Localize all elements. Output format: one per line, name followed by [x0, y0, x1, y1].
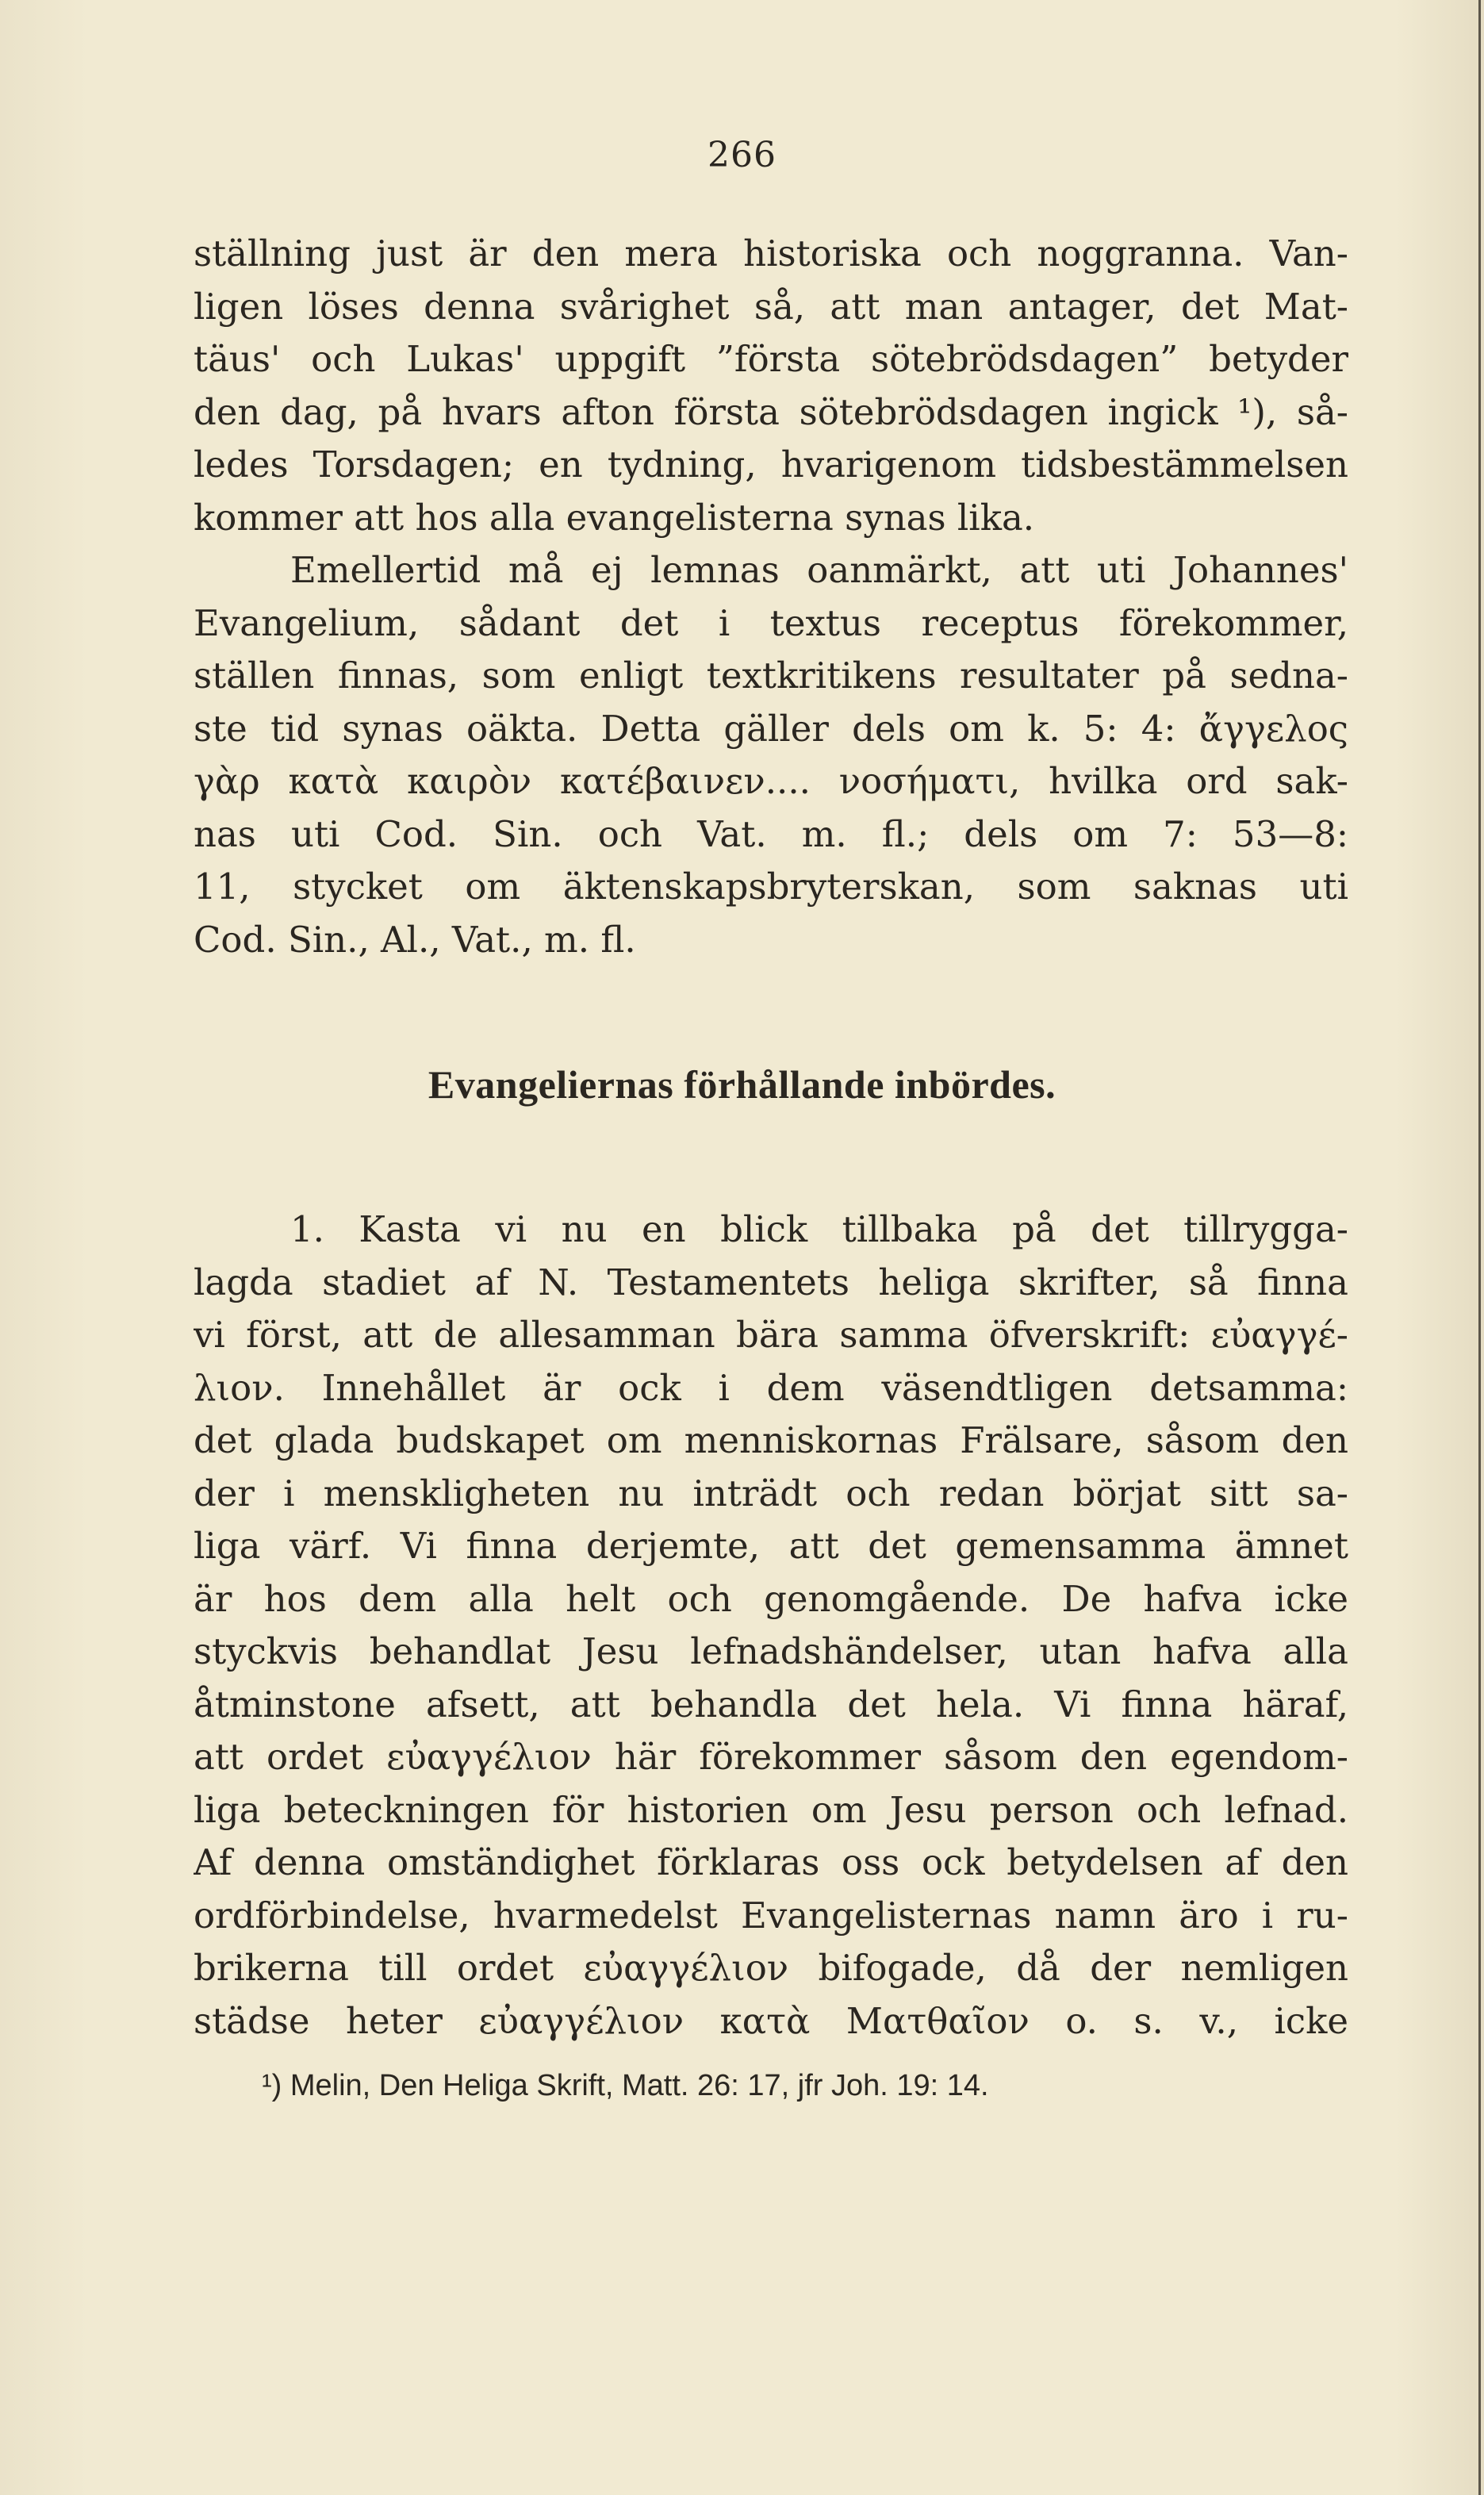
text-line: täus' och Lukas' uppgift ”första sötebrödsdagen” betyder [194, 338, 1348, 380]
text-line: 11, stycket om äktenskapsbryterskan, som saknas uti [194, 866, 1348, 908]
text-line: lagda stadiet af N. Testamentets heliga skrifter, så finna [194, 1261, 1348, 1303]
text-line: ledes Torsdagen; en tydning, hvarigenom tidsbestämmelsen [194, 443, 1348, 486]
footnote: ¹) Melin, Den Heliga Skrift, Matt. 26: 17, jfr Joh. 19: 14. [262, 2069, 989, 2102]
text-line: är hos dem alla helt och genomgående. De hafva icke [194, 1577, 1348, 1620]
text-line: det glada budskapet om menniskornas Frälsare, såsom den [194, 1419, 1348, 1461]
text-line: Cod. Sin., Al., Vat., m. fl. [194, 918, 636, 961]
text-line: styckvis behandlat Jesu lefnadshändelser, utan hafva alla [194, 1630, 1348, 1672]
text-line: Af denna omständighet förklaras oss ock betydelsen af den [194, 1841, 1348, 1883]
text-line: 1. Kasta vi nu en blick tillbaka på det tillrygga- [290, 1208, 1348, 1250]
text-line: liga beteckningen för historien om Jesu person och lefnad. [194, 1788, 1348, 1831]
text-line: ställning just är den mera historiska och noggranna. Van- [194, 232, 1348, 274]
text-line: att ordet εὐαγγέλιον här förekommer såsom den egendom- [194, 1736, 1348, 1778]
text-line: ste tid synas oäkta. Detta gäller dels om k. 5: 4: ἄγγελος [194, 707, 1348, 750]
text-line: åtminstone afsett, att behandla det hela. Vi finna häraf, [194, 1683, 1348, 1725]
text-line: Emellertid må ej lemnas oanmärkt, att uti Johannes' [290, 549, 1348, 591]
text-line: vi först, att de allesamman bära samma öfverskrift: εὐαγγέ- [194, 1314, 1348, 1356]
text-line: nas uti Cod. Sin. och Vat. m. fl.; dels om 7: 53—8: [194, 812, 1348, 855]
text-line: brikerna till ordet εὐαγγέλιον bifogade, då der nemligen [194, 1947, 1348, 1989]
text-line: ordförbindelse, hvarmedelst Evangelisternas namn äro i ru- [194, 1894, 1348, 1937]
text-line: der i menskligheten nu inträdt och redan börjat sitt sa- [194, 1472, 1348, 1514]
text-line: liga värf. Vi finna derjemte, att det gemensamma ämnet [194, 1525, 1348, 1567]
page-edge [1478, 0, 1481, 2495]
text-line: den dag, på hvars afton första sötebrödsdagen ingick ¹), så- [194, 390, 1348, 433]
paragraph-block-2 [194, 1203, 1348, 2048]
text-line: γὰρ κατὰ καιρὸν κατέβαινεν.... νοσήματι, hvilka ord sak- [194, 760, 1348, 802]
text-line: ställen finnas, som enligt textkritikens resultater på sedna- [194, 654, 1348, 697]
paragraph-block-1 [194, 228, 1348, 966]
text-line: ligen löses denna svårighet så, att man antager, det Mat- [194, 285, 1348, 328]
page-number: 266 [707, 135, 777, 175]
section-heading: Evangeliernas förhållande inbördes. [428, 1062, 1056, 1107]
text-line: städse heter εὐαγγέλιον κατὰ Ματθαῖον o. s. v., icke [194, 1999, 1348, 2042]
text-line: Evangelium, sådant det i textus receptus förekommer, [194, 601, 1348, 644]
text-line: kommer att hos alla evangelisterna synas lika. [194, 496, 1035, 539]
text-line: λιον. Innehållet är ock i dem väsendtligen detsamma: [194, 1366, 1348, 1409]
